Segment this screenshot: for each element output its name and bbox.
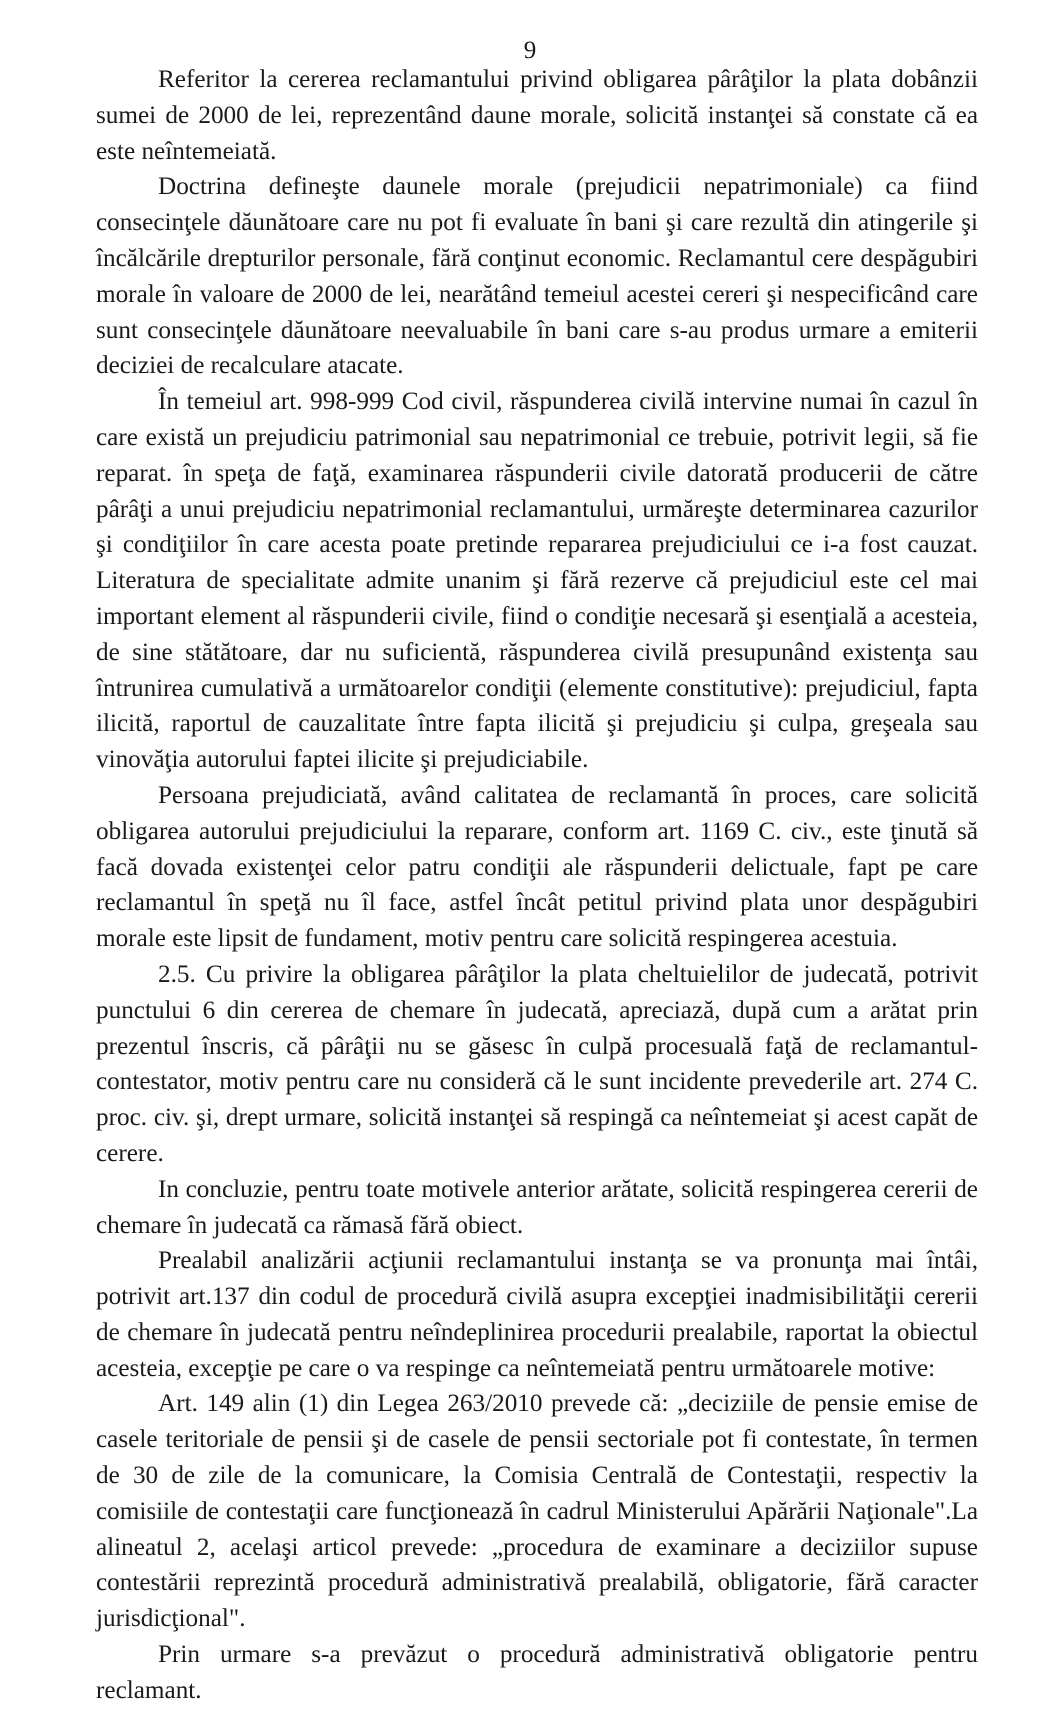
paragraph-conclusion: In concluzie, pentru toate motivele anterior arătate, solicită respingerea cererii de chemare în judecată ca rămasă fără obiect. bbox=[96, 1175, 978, 1239]
paragraph-moral-damages-doctrine: Doctrina defineşte daunele morale (prejudicii nepatrimoniale) ca fiind consecinţele dăunătoare care nu pot fi evaluate în bani şi care rezultă din atingerile şi încălcările drepturilor personale, fără conţinut economic. Reclamantul cere despăgubiri morale în valoare de 2000 de lei, nearătând temeiul acestei cereri şi nespecificând care sunt consecinţele dăunătoare neevaluabile în bani care s-au produs urmare a emiterii deciziei de recalculare atacate. bbox=[96, 173, 978, 380]
paragraph-civil-liability: În temeiul art. 998-999 Cod civil, răspunderea civilă intervine numai în cazul în care există un prejudiciu patrimonial sau nepatrimonial ce trebuie, potrivit legii, să fie reparat. în speţa de faţă, examinarea răspunderii civile datorată producerii de către pârâţi a unui prejudiciu nepatrimonial reclamantului, urmăreşte determinarea cazurilor şi condiţiilor în care acesta poate pretinde repararea prejudiciului ce i-a fost cauzat. Literatura de specialitate admite unanim şi fără rezerve că prejudiciul este cel mai important element al răspunderii civile, fiind o condiţie necesară şi esenţială a acesteia, de sine stătătoare, dar nu suficientă, răspunderea civilă presupunând existenţa sau întrunirea cumulativă a următoarelor condiţii (elemente constitutive): prejudiciul, fapta ilicită, raportul de cauzalitate între fapta ilicită şi prejudiciu şi culpa, greşeala sau vinovăţia autorului faptei ilicite şi prejudiciabile. bbox=[96, 388, 978, 774]
paragraph-law-263-2010: Art. 149 alin (1) din Legea 263/2010 prevede că: „deciziile de pensie emise de casele teritoriale de pensii şi de casele de pensii sectoriale pot fi contestate, în termen de 30 de zile de la comunicare, la Comisia Centrală de Contestaţii, respectiv la comisiile de contestaţii care funcţionează în cadrul Ministerului Apărării Naţionale".La alineatul 2, acelaşi articol prevede: „procedura de examinare a deciziilor supuse contestării reprezintă procedură administrativă prealabilă, obligatorie, fără caracter jurisdicţional". bbox=[96, 1390, 978, 1633]
paragraph-burden-of-proof: Persoana prejudiciată, având calitatea de reclamantă în proces, care solicită obligarea autorului prejudiciului la reparare, conform art. 1169 C. civ., este ţinută să facă dovada existenţei celor patru condiţii ale răspunderii delictuale, fapt pe care reclamantul în speţă nu îl face, astfel încât petitul privind plata unor despăgubiri morale este lipsit de fundament, motiv pentru care solicită respingerea acestuia. bbox=[96, 781, 978, 953]
paragraph-preliminary-exception: Prealabil analizării acţiunii reclamantului instanţa se va pronunţa mai întâi, potrivit art.137 din codul de procedură civilă asupra excepţiei inadmisibilităţii cererii de chemare în judecată pentru neîndeplinirea procedurii prealabile, raportat la obiectul acesteia, excepţie pe care o va respinge ca neîntemeiată pentru următoarele motive: bbox=[96, 1247, 978, 1382]
document-body bbox=[96, 62, 978, 1709]
page-number: 9 bbox=[523, 37, 537, 64]
paragraph-claim-interest: Referitor la cererea reclamantului privind obligarea pârâţilor la plata dobânzii sumei de 2000 de lei, reprezentând daune morale, solicită instanţei să constate că ea este neîntemeiată. bbox=[96, 66, 978, 165]
paragraph-administrative-procedure: Prin urmare s-a prevăzut o procedură administrativă obligatorie pentru reclamant. bbox=[96, 1641, 978, 1704]
paragraph-court-costs: 2.5. Cu privire la obligarea pârâţilor la plata cheltuielilor de judecată, potrivit punctului 6 din cererea de chemare în judecată, apreciază, după cum a arătat prin prezentul înscris, că pârâţii nu se găsesc în culpă procesuală faţă de reclamantul-contestator, motiv pentru care nu consideră că le sunt incidente prevederile art. 274 C. proc. civ. şi, drept urmare, solicită instanţei să respingă ca neîntemeiat şi acest capăt de cerere. bbox=[96, 960, 978, 1167]
